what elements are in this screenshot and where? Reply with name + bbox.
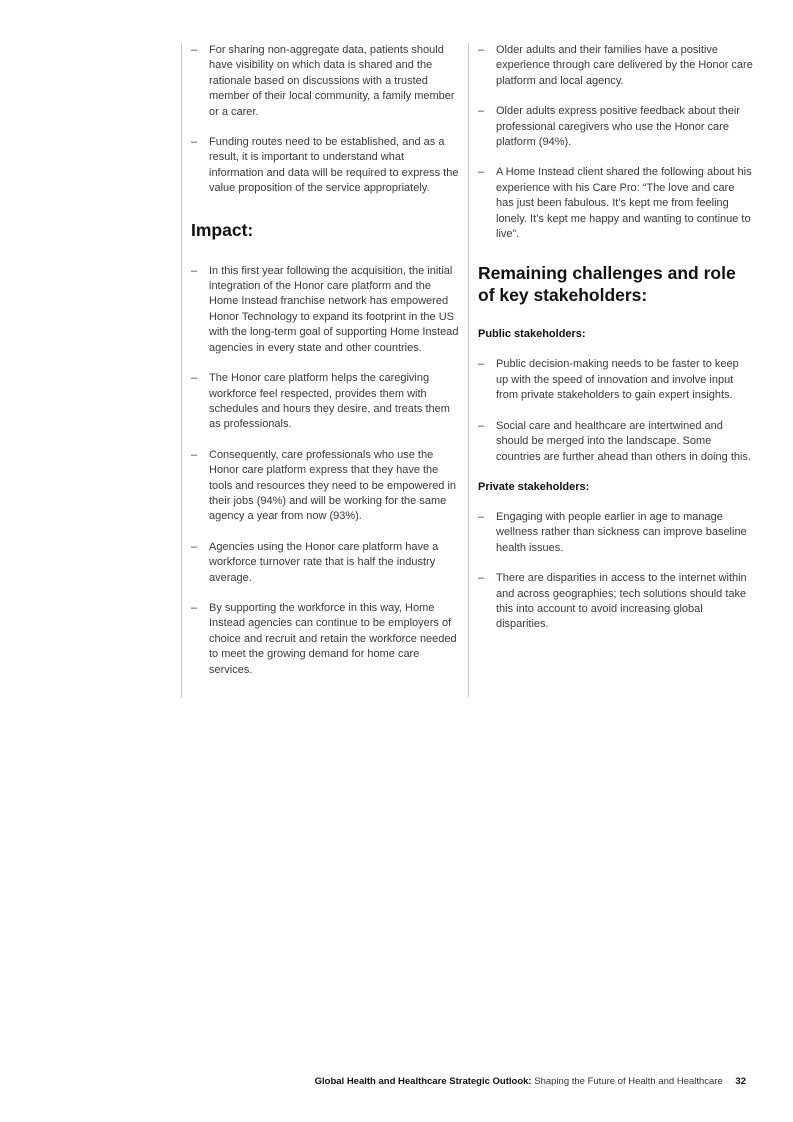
list-item: – A Home Instead client shared the following about his experience with his Care Pro: “The love and care has just been fabulous. It’s kept me from feeling lonely. It’s kept me happy and wanting to continue to live”.	[478, 165, 754, 242]
private-stakeholders-list	[478, 510, 754, 633]
public-stakeholders-heading: Public stakeholders:	[478, 328, 586, 341]
footer-title-rest: Shaping the Future of Health and Healthcare	[534, 1076, 723, 1087]
footer-title-bold: Global Health and Healthcare Strategic Outlook:	[314, 1076, 532, 1087]
list-item: – The Honor care platform helps the caregiving workforce feel respected, provides them with schedules and hours they desire, and treats them as professionals.	[191, 371, 460, 433]
left-column	[181, 43, 460, 698]
page-footer	[315, 1076, 746, 1087]
private-stakeholders-heading: Private stakeholders:	[478, 480, 590, 493]
list-item: – Funding routes need to be established, and as a result, it is important to understand what information and data will be required to express the value proposition of the service appropriately.	[191, 135, 460, 197]
list-item: – Consequently, care professionals who use the Honor care platform express that they have the tools and resources they need to be empowered in their jobs (94%) and will be working for the same agency a year from now (93%).	[191, 448, 460, 525]
list-item: – By supporting the workforce in this way, Home Instead agencies can continue to be employers of choice and recruit and retain the workforce needed to meet the growing demand for home care services.	[191, 601, 460, 678]
impact-heading: Impact:	[191, 219, 254, 240]
list-item: – There are disparities in access to the internet within and across geographies; tech solutions should take this into account to avoid increasing global disparities.	[478, 571, 754, 633]
right-intro-list	[478, 43, 754, 242]
right-column	[468, 43, 754, 698]
list-item: – Public decision-making needs to be faster to keep up with the speed of innovation and involve input from private stakeholders to gain expert insights.	[478, 357, 754, 403]
list-item: – Older adults and their families have a positive experience through care delivered by the Honor care platform and local agency.	[478, 43, 754, 89]
impact-list	[191, 264, 460, 678]
challenges-heading: Remaining challenges and role of key stakeholders:	[478, 263, 736, 306]
list-item: – Social care and healthcare are intertwined and should be merged into the landscape. Some countries are further ahead than others in doing this.	[478, 419, 754, 465]
list-item: – Engaging with people earlier in age to manage wellness rather than sickness can improve baseline health issues.	[478, 510, 754, 556]
list-item: – Agencies using the Honor care platform have a workforce turnover rate that is half the industry average.	[191, 540, 460, 586]
left-intro-list	[191, 43, 460, 197]
list-item: – In this first year following the acquisition, the initial integration of the Honor care platform and the Home Instead franchise network has empowered Honor Technology to expand its footprint in the US with the long-term goal of supporting Home Instead agencies in every state and other countries.	[191, 264, 460, 356]
public-stakeholders-list	[478, 357, 754, 464]
list-item: – For sharing non-aggregate data, patients should have visibility on which data is shared and the rationale based on discussions with a trusted member of their local community, a family member or a carer.	[191, 43, 460, 120]
list-item: – Older adults express positive feedback about their professional caregivers who use the Honor care platform (94%).	[478, 104, 754, 150]
page-number: 32	[735, 1076, 746, 1087]
